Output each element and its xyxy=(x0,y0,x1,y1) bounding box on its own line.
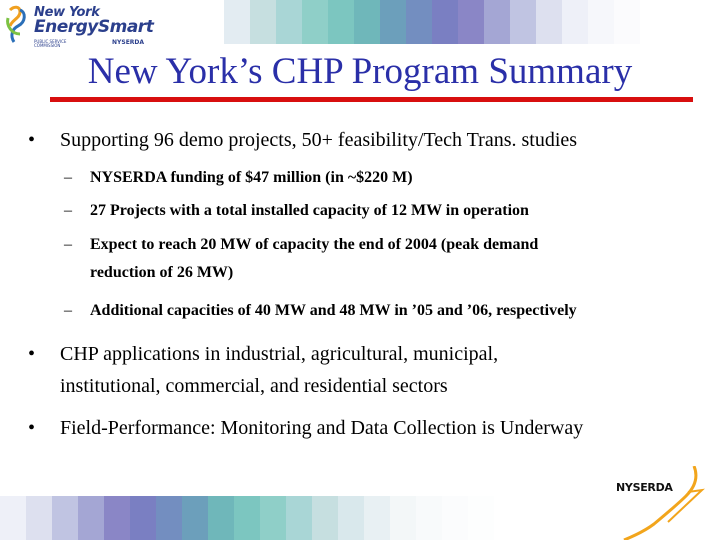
footer-tile xyxy=(26,496,52,540)
bullet-icon: • xyxy=(28,417,36,439)
header-tile xyxy=(198,0,224,44)
footer-tile xyxy=(468,496,494,540)
bullet-icon: • xyxy=(28,343,36,365)
header-tile xyxy=(614,0,640,44)
sub-bullet-text: 27 Projects with a total installed capacity of 12 MW in operation xyxy=(90,202,529,219)
header-tile xyxy=(458,0,484,44)
header-tile-strip xyxy=(198,0,718,44)
header-tile xyxy=(406,0,432,44)
bullet-text-line-2: institutional, commercial, and residential sectors xyxy=(60,375,448,397)
bullet-icon: • xyxy=(28,129,36,151)
header-tile xyxy=(510,0,536,44)
header-tile xyxy=(692,0,718,44)
footer-tile xyxy=(78,496,104,540)
slide-title: New York’s CHP Program Summary xyxy=(87,51,633,92)
header-tile xyxy=(380,0,406,44)
bullet-text: Field-Performance: Monitoring and Data Collection is Underway xyxy=(60,417,584,439)
header-tile xyxy=(328,0,354,44)
footer-tile xyxy=(260,496,286,540)
header-tile xyxy=(302,0,328,44)
energysmart-logo xyxy=(4,4,194,48)
logo-line-2: EnergySmart xyxy=(34,17,154,37)
logo-line-4: NYSERDA xyxy=(112,39,145,46)
header-tile xyxy=(276,0,302,44)
dash-icon: – xyxy=(64,169,72,186)
header-tile xyxy=(484,0,510,44)
sub-bullet-text: NYSERDA funding of $47 million (in ~$220 M) xyxy=(90,169,413,186)
logo-line-3: PUBLIC SERVICE COMMISSION xyxy=(34,39,67,48)
swirl-icon xyxy=(4,4,32,48)
footer-tile xyxy=(182,496,208,540)
footer-tile xyxy=(312,496,338,540)
footer-tile xyxy=(390,496,416,540)
lightning-bolt-icon xyxy=(606,466,718,540)
header-tile xyxy=(640,0,666,44)
footer-tile xyxy=(286,496,312,540)
footer-tile xyxy=(364,496,390,540)
header-tile xyxy=(224,0,250,44)
footer-tile xyxy=(130,496,156,540)
header-tile xyxy=(354,0,380,44)
header-tile xyxy=(588,0,614,44)
footer-tile xyxy=(494,496,520,540)
footer-tile xyxy=(442,496,468,540)
header-tile xyxy=(562,0,588,44)
bullet-text: Supporting 96 demo projects, 50+ feasibility/Tech Trans. studies xyxy=(60,129,578,151)
dash-icon: – xyxy=(64,302,72,319)
footer-tile xyxy=(416,496,442,540)
title-underline xyxy=(50,97,693,102)
footer-tile xyxy=(338,496,364,540)
footer-tile xyxy=(52,496,78,540)
footer-tile xyxy=(234,496,260,540)
footer-tile xyxy=(0,496,26,540)
nyserda-wordmark: NYSERDA xyxy=(616,481,673,494)
bullet-text-line-1: CHP applications in industrial, agricultural, municipal, xyxy=(60,343,499,365)
header-tile xyxy=(666,0,692,44)
footer-tile xyxy=(156,496,182,540)
header-tile xyxy=(536,0,562,44)
dash-icon: – xyxy=(64,236,72,253)
dash-icon: – xyxy=(64,202,72,219)
footer-tile-strip xyxy=(0,496,520,540)
footer-tile xyxy=(104,496,130,540)
sub-bullet-text-line-2: reduction of 26 MW) xyxy=(90,264,234,281)
sub-bullet-text-line-1: Expect to reach 20 MW of capacity the end of 2004 (peak demand xyxy=(90,236,539,253)
logo-line-1: New York xyxy=(34,5,100,20)
footer-tile xyxy=(208,496,234,540)
header-tile xyxy=(250,0,276,44)
sub-bullet-text: Additional capacities of 40 MW and 48 MW in ’05 and ’06, respectively xyxy=(90,302,577,319)
nyserda-corner-logo xyxy=(606,466,718,540)
header-tile xyxy=(432,0,458,44)
